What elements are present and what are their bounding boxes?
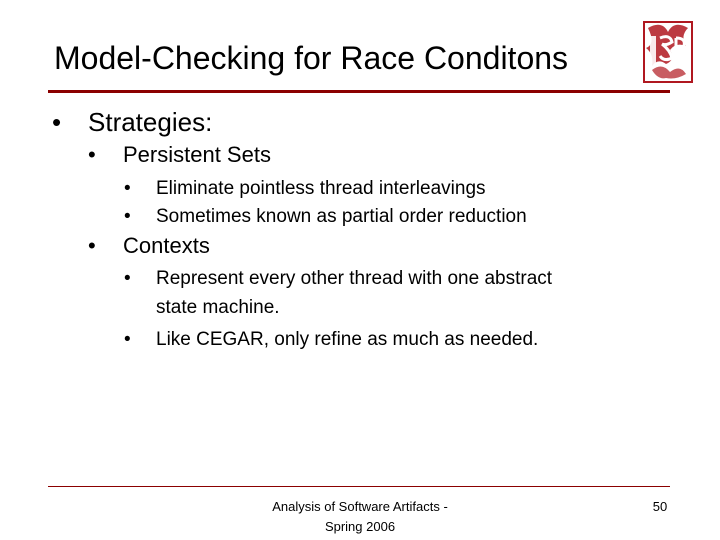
footer-course bbox=[250, 497, 470, 537]
bullet-strategies: Strategies: bbox=[88, 107, 213, 137]
title-rule bbox=[48, 90, 670, 93]
footer-rule bbox=[48, 486, 670, 487]
footer-course-line1: Analysis of Software Artifacts - bbox=[272, 499, 448, 514]
bullet-glyph: • bbox=[88, 233, 96, 258]
bullet-partial-order-reduction: Sometimes known as partial order reduction bbox=[156, 206, 527, 227]
bullet-cegar: Like CEGAR, only refine as much as needed. bbox=[156, 329, 539, 350]
bullet-eliminate-interleavings: Eliminate pointless thread interleavings bbox=[156, 178, 486, 199]
isri-dragon-logo-icon bbox=[636, 16, 700, 88]
page-number: 50 bbox=[652, 499, 668, 514]
footer-course-line2: Spring 2006 bbox=[324, 519, 396, 534]
bullet-glyph: • bbox=[124, 178, 131, 199]
bullet-glyph: • bbox=[124, 329, 131, 350]
bullet-glyph: • bbox=[52, 107, 62, 137]
bullet-persistent-sets: Persistent Sets bbox=[123, 142, 271, 167]
bullet-represent-thread-line2: state machine. bbox=[156, 297, 280, 318]
bullet-glyph: • bbox=[88, 142, 96, 167]
bullet-contexts: Contexts bbox=[123, 233, 210, 258]
slide-title: Model-Checking for Race Conditons bbox=[54, 40, 569, 76]
bullet-represent-thread-line1: Represent every other thread with one abstract bbox=[156, 268, 553, 289]
bullet-glyph: • bbox=[124, 268, 131, 289]
bullet-glyph: • bbox=[124, 206, 131, 227]
